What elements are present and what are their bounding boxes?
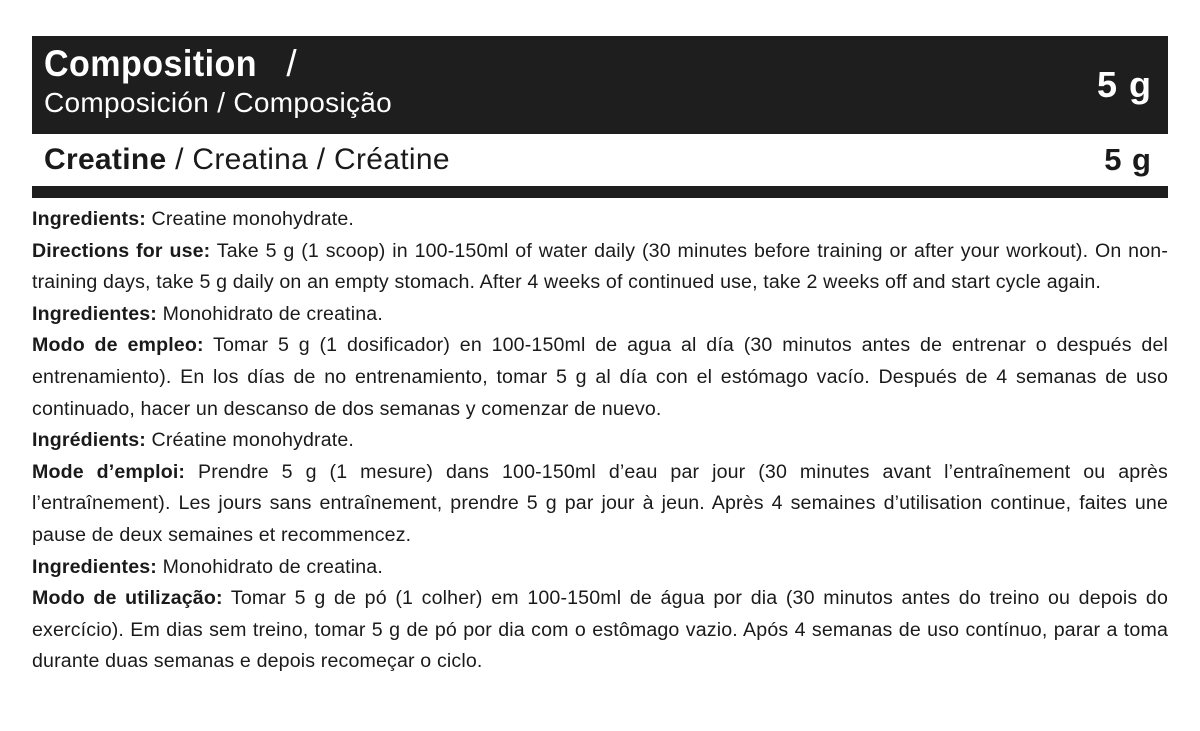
creatine-name-translations: / Creatina / Créatine (166, 143, 450, 176)
paragraph-label: Modo de utilização: (32, 587, 223, 610)
paragraph-label: Ingrédients: (32, 429, 146, 452)
composition-subtitle: Composición / Composição (44, 87, 393, 118)
paragraph-text: Tomar 5 g (1 dosificador) en 100-150ml de agua al día (30 minutos antes de entrenar o después del entrenamiento). En los días de no entrenamiento, tomar 5 g al día con el estómago vacío. Después de 4 semanas de uso continuado, hacer un descanso de dos semanas y comenzar de nuevo. (32, 334, 1168, 420)
paragraph-text: Créatine monohydrate. (145, 429, 354, 452)
composition-header (32, 36, 1168, 134)
paragraph-label: Modo de empleo: (32, 334, 204, 357)
composition-quantity: 5 g (1096, 64, 1152, 105)
composition-title-bold: Composition (44, 43, 258, 84)
creatine-name-bold: Creatine (44, 143, 167, 176)
nutrition-label (32, 36, 1168, 678)
creatine-quantity: 5 g (1104, 142, 1152, 177)
paragraph-directions-es (32, 330, 1168, 425)
paragraph-ingredients-en (32, 204, 1168, 236)
paragraph-ingredients-fr (32, 425, 1168, 457)
paragraph-directions-fr (32, 457, 1168, 552)
paragraph-directions-pt (32, 583, 1168, 678)
creatine-row (32, 134, 1168, 198)
paragraph-text: Tomar 5 g de pó (1 colher) em 100-150ml de água por dia (30 minutos antes do treino ou depois do exercício). Em dias sem treino, tomar 5 g de pó por dia com o estômago vazio. Após 4 semanas de uso contínuo, parar a toma durante duas semanas e depois recomeçar o ciclo. (32, 587, 1169, 673)
paragraph-label: Ingredientes: (32, 302, 157, 325)
composition-title (44, 44, 1156, 84)
paragraph-ingredients-es (32, 299, 1168, 331)
paragraph-label: Mode d’emploi: (32, 460, 186, 483)
paragraph-label: Ingredientes: (32, 555, 157, 578)
paragraph-text: Take 5 g (1 scoop) in 100-150ml of water daily (30 minutes before training or after your workout). On non-training days, take 5 g daily on an empty stomach. After 4 weeks of continued use, take 2 weeks off and start cycle again. (32, 239, 1168, 294)
composition-title-separator: / (275, 43, 298, 84)
instructions-text (32, 204, 1168, 678)
creatine-name (44, 143, 450, 176)
paragraph-text: Prendre 5 g (1 mesure) dans 100-150ml d’eau par jour (30 minutes avant l’entraînement ou après l’entraînement). Les jours sans entraînement, prendre 5 g par jour à jeun. Après 4 semaines d’utilisation continue, faites une pause de deux semaines et recommencez. (32, 460, 1169, 546)
paragraph-text: Monohidrato de creatina. (156, 555, 383, 578)
paragraph-label: Ingredients: (32, 208, 146, 230)
paragraph-ingredients-pt (32, 552, 1168, 584)
paragraph-text: Monohidrato de creatina. (156, 302, 383, 325)
paragraph-text: Creatine monohydrate. (145, 208, 354, 230)
paragraph-label: Directions for use: (32, 239, 211, 262)
paragraph-directions-en (32, 236, 1168, 299)
